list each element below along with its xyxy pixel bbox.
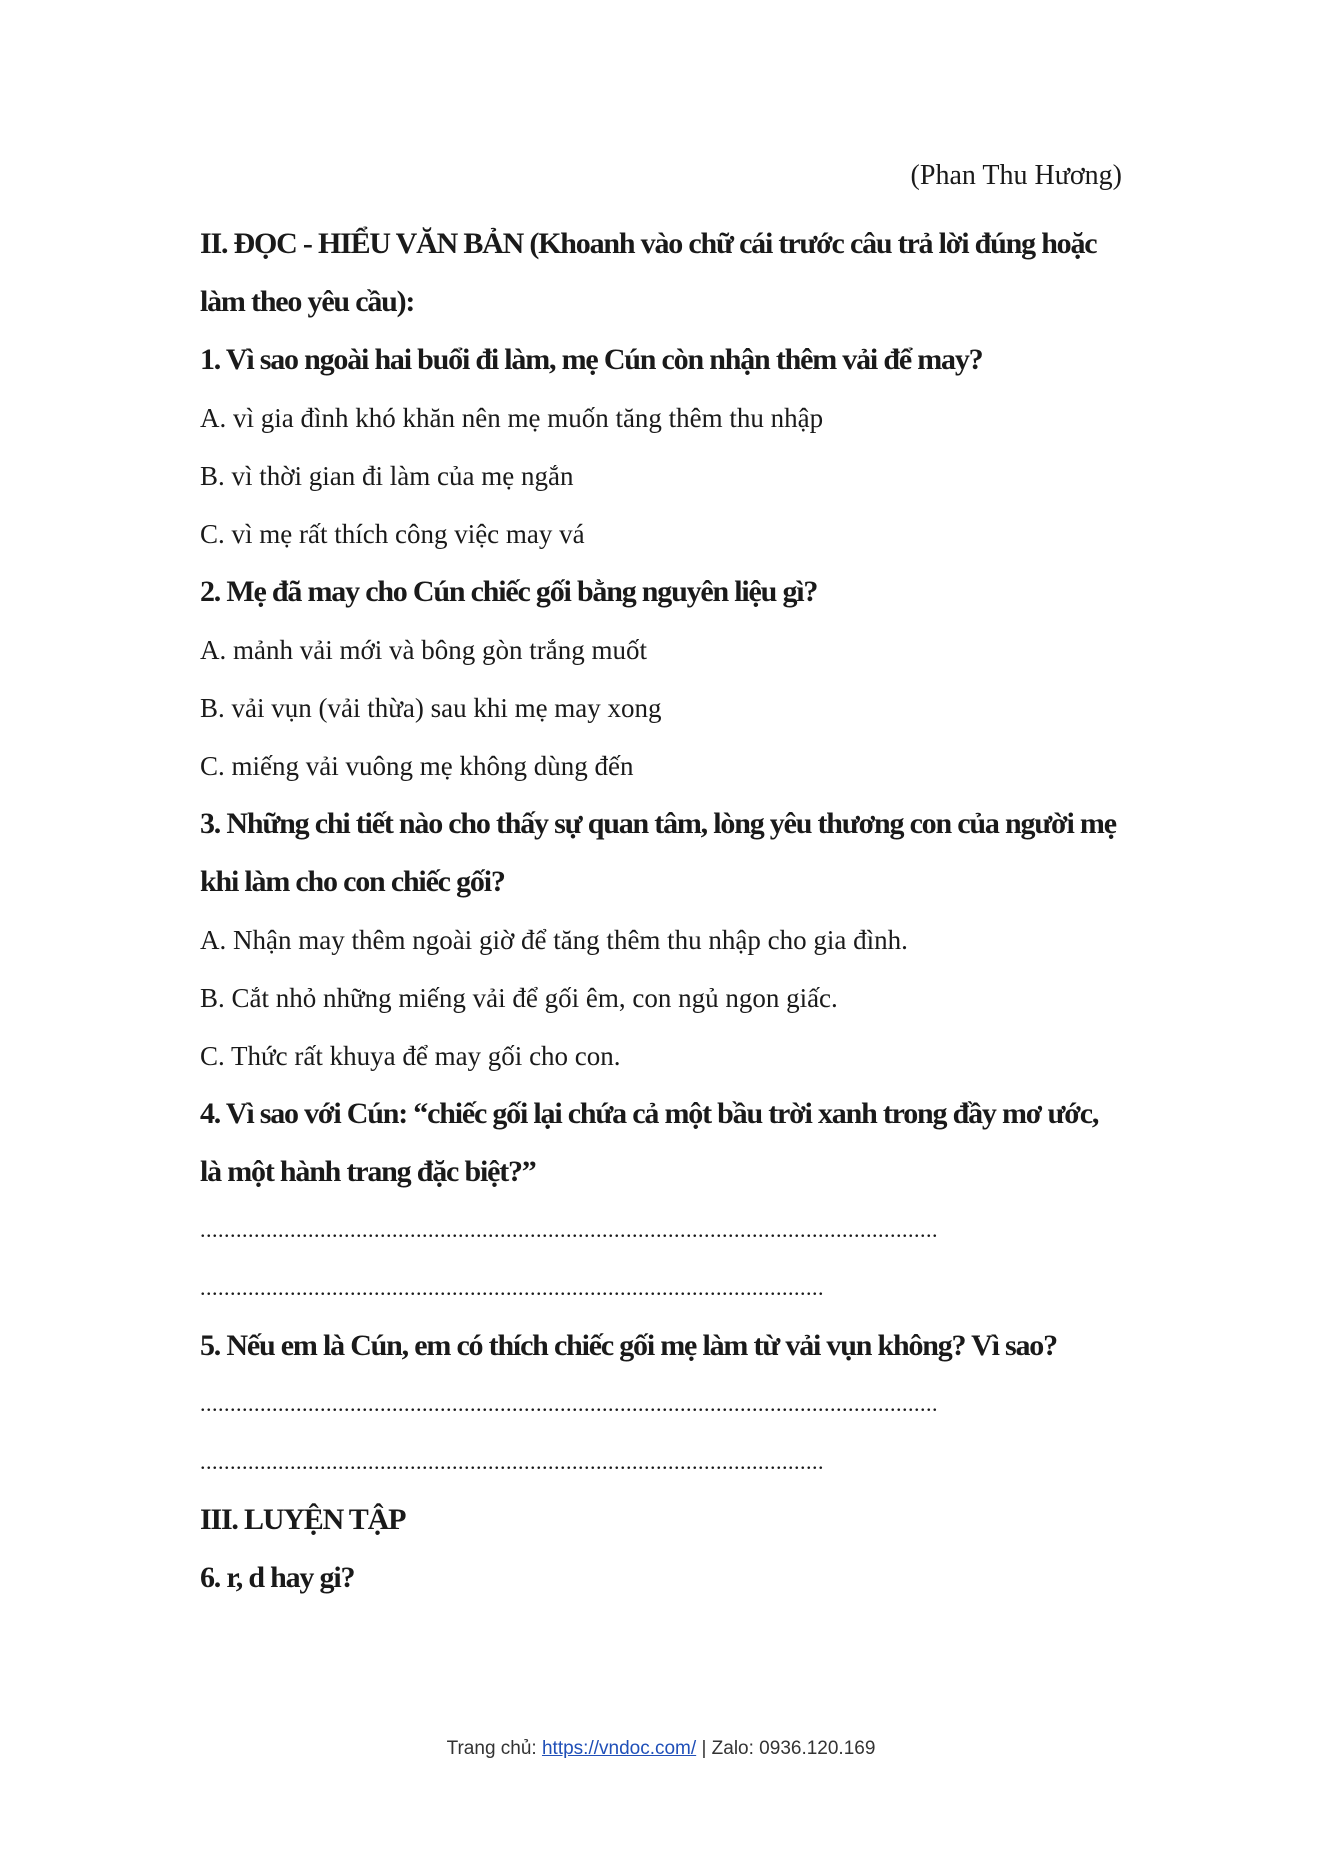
question-4-answer-line-1[interactable]: ........................................................................................................................... — [200, 1217, 938, 1242]
question-5-answer-line-1[interactable]: ........................................................................................................................... — [200, 1391, 938, 1416]
question-3: 3. Những chi tiết nào cho thấy sự quan tâm, lòng yêu thương con của người mẹ khi làm cho con chiếc gối? — [200, 807, 1116, 898]
section-3-heading: III. LUYỆN TẬP — [200, 1503, 406, 1536]
question-4: 4. Vì sao với Cún: “chiếc gối lại chứa cả một bầu trời xanh trong đầy mơ ước, là một hành trang đặc biệt?” — [200, 1097, 1099, 1188]
question-1: 1. Vì sao ngoài hai buổi đi làm, mẹ Cún còn nhận thêm vải để may? — [200, 343, 983, 376]
question-5-answer-line-2[interactable]: ........................................................................................................ — [200, 1449, 824, 1474]
question-3-option-a[interactable]: A. Nhận may thêm ngoài giờ để tăng thêm thu nhập cho gia đình. — [200, 925, 908, 955]
question-1-option-b[interactable]: B. vì thời gian đi làm của mẹ ngắn — [200, 461, 574, 491]
worksheet-content — [200, 215, 1120, 1607]
question-2: 2. Mẹ đã may cho Cún chiếc gối bằng nguyên liệu gì? — [200, 575, 818, 608]
question-3-option-c[interactable]: C. Thức rất khuya để may gối cho con. — [200, 1041, 621, 1071]
page-footer — [0, 1738, 1322, 1760]
question-1-option-c[interactable]: C. vì mẹ rất thích công việc may vá — [200, 519, 585, 549]
question-4-answer-line-2[interactable]: ........................................................................................................ — [200, 1275, 824, 1300]
section-2-heading: II. ĐỌC - HIỂU VĂN BẢN (Khoanh vào chữ cái trước câu trả lời đúng hoặc làm theo yêu cầu): — [200, 227, 1097, 318]
question-1-option-a[interactable]: A. vì gia đình khó khăn nên mẹ muốn tăng thêm thu nhập — [200, 403, 824, 433]
question-5: 5. Nếu em là Cún, em có thích chiếc gối mẹ làm từ vải vụn không? Vì sao? — [200, 1329, 1057, 1362]
question-2-option-b[interactable]: B. vải vụn (vải thừa) sau khi mẹ may xong — [200, 693, 662, 723]
footer-homepage-link[interactable]: https://vndoc.com/ — [541, 1738, 697, 1759]
question-2-option-c[interactable]: C. miếng vải vuông mẹ không dùng đến — [200, 751, 634, 781]
question-3-option-b[interactable]: B. Cắt nhỏ những miếng vải để gối êm, con ngủ ngon giấc. — [200, 983, 838, 1013]
question-6: 6. r, d hay gi? — [200, 1561, 355, 1594]
footer-contact: | Zalo: 0936.120.169 — [696, 1738, 876, 1759]
footer-prefix: Trang chủ: — [446, 1738, 542, 1759]
author-credit: (Phan Thu Hương) — [910, 160, 1122, 191]
question-2-option-a[interactable]: A. mảnh vải mới và bông gòn trắng muốt — [200, 635, 647, 665]
